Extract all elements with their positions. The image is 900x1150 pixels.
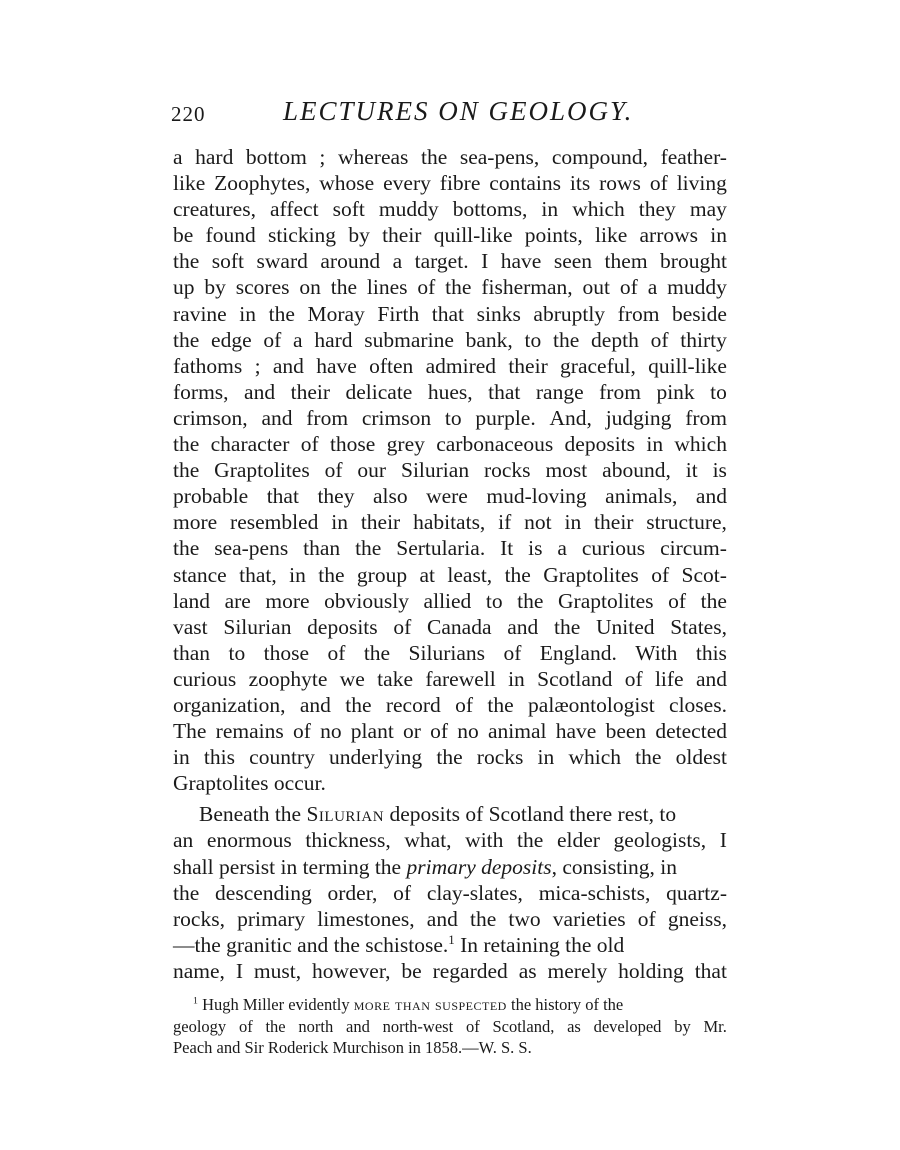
footnote-reference[interactable]: 1 [448,932,455,947]
text-line: the sea-pens than the Sertularia. It is a curious circum- [173,536,727,561]
text-line: a hard bottom ; whereas the sea-pens, compound, feather- [173,145,727,169]
text-line: fathoms ; and have often admired their graceful, quill-like [173,353,727,378]
text-line: than to those of the Silurians of England. With this [173,640,727,665]
text-span: Hugh Miller evidently [197,995,354,1014]
text-line [173,854,727,880]
footnote-marker: 1 [193,995,198,1007]
text-line: in this country underlying the rocks in which the oldest [173,745,727,770]
text-line [173,801,727,827]
text-line: the character of those grey carbonaceous deposits in which [173,432,727,457]
text-line: the descending order, of clay-slates, mica-schists, quartz- [173,880,727,905]
text-line: ravine in the Moray Firth that sinks abruptly from beside [173,301,727,326]
running-title: LECTURES ON GEOLOGY. [283,96,634,126]
text-span: the history of the [506,995,624,1014]
text-line: be found sticking by their quill-like points, like arrows in [173,223,727,248]
body-text [173,144,727,984]
text-line: like Zoophytes, whose every fibre contains its rows of living [173,171,727,196]
text-line: probable that they also were mud-loving animals, and [173,484,727,509]
text-line: Graptolites occur. [173,771,326,796]
text-line: the Graptolites of our Silurian rocks most abound, it is [173,458,727,483]
text-line: the edge of a hard submarine bank, to the depth of thirty [173,327,727,352]
text-span: shall persist in terming the [173,854,407,879]
page-number: 220 [171,102,206,126]
italic-term: primary deposits [406,854,552,879]
text-line: organization, and the record of the palæontologist closes. [173,692,727,717]
text-line: rocks, primary limestones, and the two varieties of gneiss, [173,906,727,931]
text-line [173,932,727,958]
footnote-line: Peach and Sir Roderick Murchison in 1858.—W. S. S. [173,1038,532,1057]
text-line: name, I must, however, be regarded as merely holding that [173,958,727,983]
text-line: up by scores on the lines of the fisherman, out of a muddy [173,275,727,300]
book-page [173,96,727,1059]
footnote [173,994,727,1059]
text-line: an enormous thickness, what, with the elder geologists, I [173,828,727,853]
footnote-line: geology of the north and north-west of Scotland, as developed by Mr. [173,1016,727,1036]
smallcaps-phrase: more than suspected [353,995,507,1014]
footnote-line [173,994,727,1016]
text-line: land are more obviously allied to the Graptolites of the [173,588,727,613]
text-line: stance that, in the group at least, the Graptolites of Scot- [173,562,727,587]
smallcaps-term: Silurian [306,802,385,827]
text-span: —the granitic and the schistose. [173,932,449,957]
text-line: forms, and their delicate hues, that range from pink to [173,379,727,404]
text-line: crimson, and from crimson to purple. And, judging from [173,405,727,430]
text-line: vast Silurian deposits of Canada and the United States, [173,614,727,639]
text-line: more resembled in their habitats, if not in their structure, [173,510,727,535]
text-line: curious zoophyte we take farewell in Scotland of life and [173,666,727,691]
running-head [173,96,727,136]
text-line: creatures, affect soft muddy bottoms, in which they may [173,197,727,222]
text-span: deposits of Scotland there rest, to [384,802,677,827]
text-span: , consisting, in [551,854,678,879]
text-line: The remains of no plant or of no animal have been detected [173,719,727,744]
text-line: the soft sward around a target. I have seen them brought [173,249,727,274]
text-span: In retaining the old [454,932,625,957]
text-span: Beneath the [199,802,307,827]
paragraph-1 [173,144,727,796]
paragraph-2 [173,801,727,984]
